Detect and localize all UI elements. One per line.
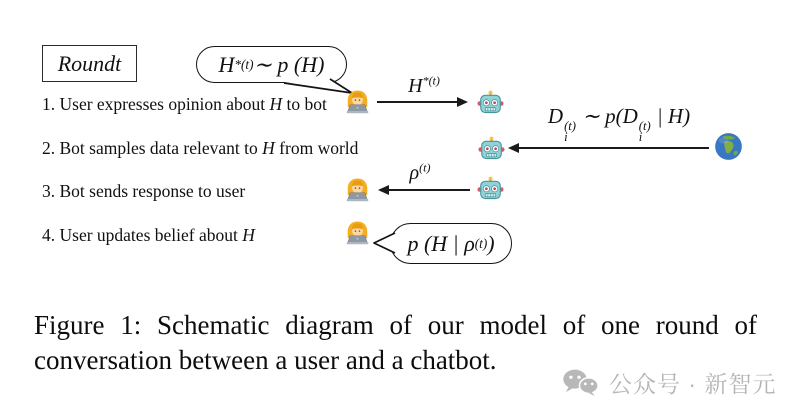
step-item-1: 1. User expresses opinion about H to bot (42, 94, 327, 114)
caption-line-2: conversation between a user and a chatbot. (34, 345, 497, 375)
watermark-text: 公众号 · 新智元 (609, 371, 777, 397)
arrow-bot-to-user (389, 189, 470, 191)
caption-line-1: Figure 1: Schematic diagram of our model of one round of (34, 310, 757, 340)
watermark (562, 366, 776, 399)
robot-emoji (477, 90, 504, 117)
step-item-2: 2. Bot samples data relevant to H from world (42, 138, 359, 158)
arrow-label-h-star: $H^{*(t)}$ (408, 73, 440, 97)
robot-emoji (478, 136, 505, 163)
arrow-label-data-sample: D (t) i ∼ p(D (t) i | H) (547, 104, 691, 144)
speech-bubble-user-prior: H *(t) ∼ p (H) (196, 46, 347, 83)
arrow-user-to-bot (377, 101, 457, 103)
user-emoji (344, 177, 371, 204)
globe-emoji (713, 131, 744, 162)
arrow-label-rho: $\rho^{(t)}$ (409, 160, 431, 184)
speech-bubble-user-posterior: p (H | ρ (t) ) (390, 223, 512, 264)
step-item-4: 4. User updates belief about H (42, 225, 255, 245)
wechat-icon (562, 368, 600, 398)
robot-emoji (477, 176, 504, 203)
user-emoji (344, 89, 371, 116)
user-emoji (344, 220, 371, 247)
round-label-box: Round t (42, 45, 137, 82)
step-item-3: 3. Bot sends response to user (42, 181, 246, 201)
arrow-world-to-bot (519, 147, 709, 149)
